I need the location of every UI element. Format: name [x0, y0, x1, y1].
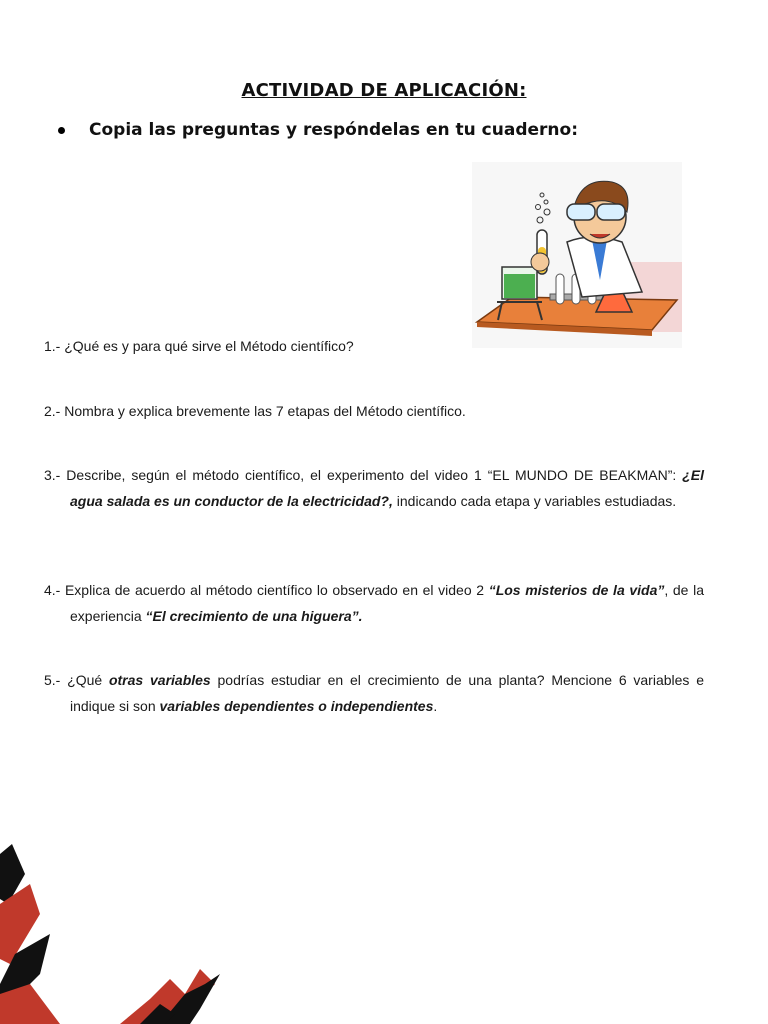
bullet-icon	[58, 127, 65, 134]
instruction-line	[58, 120, 708, 140]
page-title: ACTIVIDAD DE APLICACIÓN:	[241, 80, 527, 101]
question-4: 4.- Explica de acuerdo al método científico lo observado en el video 2 “Los misterios de la vida”, de la experiencia “El crecimiento de una higuera”.	[44, 582, 704, 624]
decorative-corner-shape-icon	[0, 844, 240, 1024]
scientist-with-lab-equipment-icon	[472, 162, 682, 348]
instruction-text: Copia las preguntas y respóndelas en tu cuaderno:	[89, 120, 578, 140]
question-5: 5.- ¿Qué otras variables podrías estudiar en el crecimiento de una planta? Mencione 6 variables e indique si son variables dependientes o independientes.	[44, 672, 705, 714]
question-3: 3.- Describe, según el método científico, el experimento del video 1 “EL MUNDO DE BEAKMAN”: ¿El agua salada es un conductor de la electricidad?, indicando cada etapa y variables estudiadas.	[44, 467, 704, 509]
question-1: 1.- ¿Qué es y para qué sirve el Método científico?	[44, 338, 354, 354]
question-2: 2.- Nombra y explica brevemente las 7 etapas del Método científico.	[44, 403, 466, 419]
